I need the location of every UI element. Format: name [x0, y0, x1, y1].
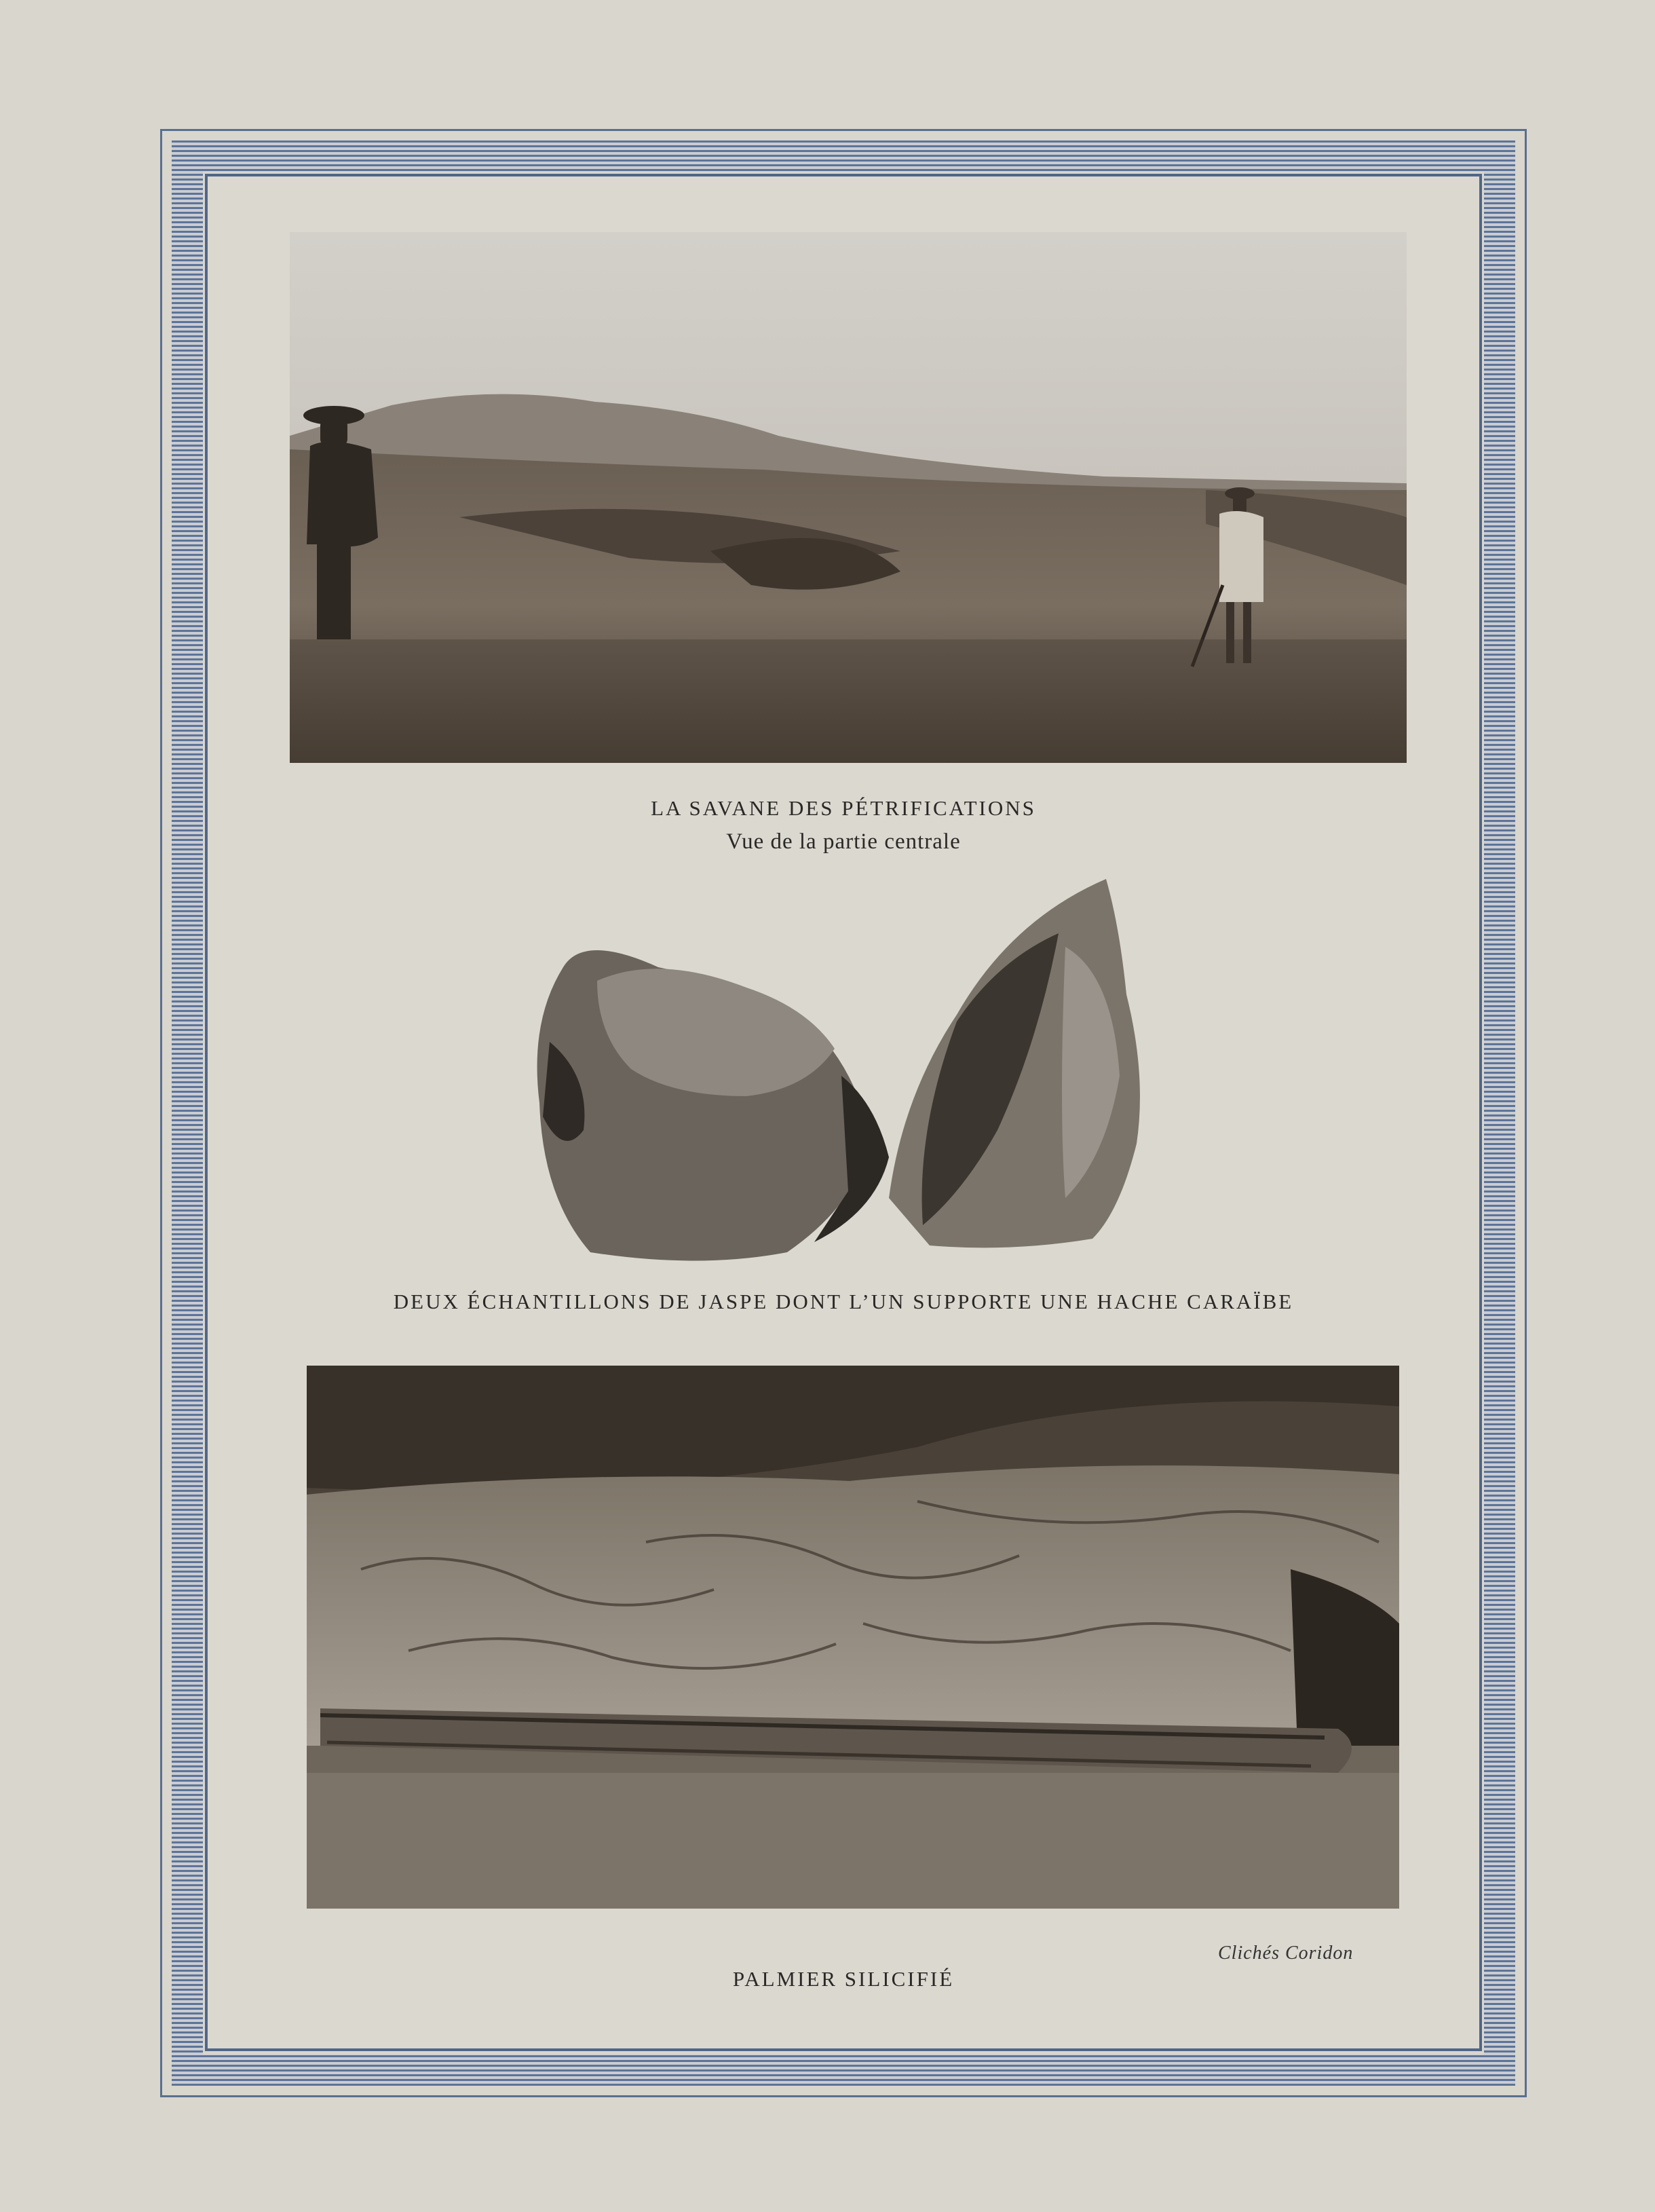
caption-savane-subtitle: Vue de la partie centrale [726, 829, 961, 854]
photo-jasper-stones [522, 872, 1164, 1266]
caption-savane-title: LA SAVANE DES PÉTRIFICATIONS [651, 796, 1036, 820]
photo-credit: Clichés Coridon [1218, 1943, 1354, 1964]
caption-palmier: PALMIER SILICIFIÉ [732, 1967, 955, 1991]
photo-savane-landscape [290, 232, 1407, 763]
caption-jasper: DEUX ÉCHANTILLONS DE JASPE DONT L’UN SUPPORTE UNE HACHE CARAÏBE [393, 1290, 1294, 1313]
photo-palmier-silicifie [307, 1366, 1399, 1909]
